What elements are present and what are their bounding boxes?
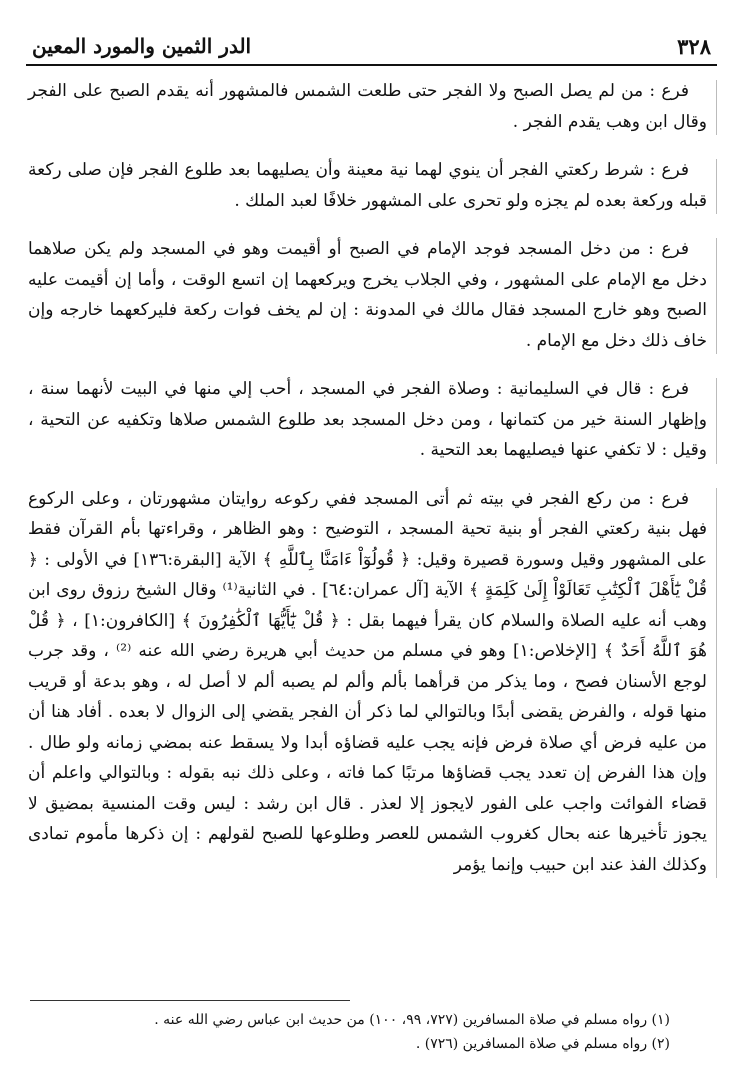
footnote-2: (٢) رواه مسلم في صلاة المسافرين (٧٢٦) . [415, 1036, 670, 1052]
paragraph-text: فرع : من دخل المسجد فوجد الإمام في الصبح أو أقيمت وهو في المسجد ولم يكن صلاهما دخل مع الإمام على المشهور ، وفي الجلاب يخرج ويركعهما إن اتسع الوقت ، وأما إن أقيمت عليه الصبح وهو خارج المسجد فقال مالك في المدونة : إن لم يخف فوات ركعة فليركعهما خارجه وإن خاف ذلك دخل مع الإمام . [28, 239, 707, 351]
page-body [28, 72, 717, 886]
paragraph-text: فرع : من لم يصل الصبح ولا الفجر حتى طلعت الشمس فالمشهور أنه يقدم الصبح على الفجر وقال ابن وهب يقدم الفجر . [28, 81, 707, 132]
page-number: ٣٢٨ [677, 34, 711, 59]
paragraph-4 [28, 370, 717, 472]
paragraph-3 [28, 230, 717, 362]
page-header [26, 30, 717, 66]
paragraph-5 [28, 480, 717, 887]
paragraph-2 [28, 151, 717, 222]
footnotes [30, 1008, 670, 1056]
paragraph-text: فرع : من ركع الفجر في بيته ثم أتى المسجد ففي ركوعه روايتان مشهورتان ، وعلى الركوع فهل بنية ركعتي الفجر أو بنية تحية المسجد ، التوضيح : وهو الظاهر ، وقراءتها بأم القرآن فقط على المشهور وقيل وسورة قصيرة وقيل: ﴿ قُولُوٓاْ ءَامَنَّا بِٱللَّهِ ﴾ الآية [البقرة:١٣٦] في الأولى : ﴿ قُلْ يَٰٓأَهْلَ ٱلْكِتَٰبِ تَعَالَوْاْ إِلَىٰ كَلِمَةٍ ﴾ الآية [آل عمران:٦٤] . في الثانية⁽¹⁾ وقال الشيخ رزوق روى ابن وهب أنه عليه الصلاة والسلام كان يقرأ فيهما بقل : ﴿ قُلْ يَٰٓأَيُّهَا ٱلْكَٰفِرُونَ ﴾ [الكافرون:١] ، ﴿ قُلْ هُوَ ٱللَّهُ أَحَدٌ ﴾ [الإخلاص:١] وهو في مسلم من حديث أبي هريرة رضي الله عنه ⁽²⁾ ، وقد جرب لوجع الأسنان فصح ، وما يذكر من قرأهما بألم وألم لم يصبه ألم لا أصل له ، وهو بدعة أو قريب منها قوله ، والفرض يقضى أبدًا وبالتوالي لما ذكر أن الفجر يقضي إلى الزوال لا بعده . أفاد هنا أن من عليه فرض أي صلاة فرض فإنه يجب عليه قضاؤه أبدا ولا يسقط عنه بمضي زمانه ولو طال . وإن هذا الفرض إن تعدد يجب قضاؤها مرتبًا كما فاته ، وعلى ذلك نبه بقوله : وبالتوالي واعلم أن قضاء الفوائت واجب على الفور لايجوز إلا لعذر . قال ابن رشد : ليس وقت المنسية بمضيق لا يجوز تأخيرها عنه بحال كغروب الشمس للعصر وطلوعها للصبح لقولهم : إن ذكرها مأموم تمادى وكذلك الفذ عند ابن حبيب وإنما يؤمر [28, 488, 707, 875]
paragraph-text: فرع : قال في السليمانية : وصلاة الفجر في المسجد ، أحب إلي منها في البيت لأنهما سنة ، وإظهار السنة خير من كتمانها ، ومن دخل المسجد بعد طلوع الشمس صلاها وتكفيه عن التحية ، وقيل : لا تكفي عنها فيصليهما بعد التحية . [28, 379, 707, 460]
paragraph-1 [28, 72, 717, 143]
book-title: الدر الثمين والمورد المعين [32, 34, 252, 58]
paragraph-text: فرع : شرط ركعتي الفجر أن ينوي لهما نية معينة وأن يصليهما بعد طلوع الفجر فإن صلى ركعة قبله وركعة بعده لم يجزه ولو تحرى على المشهور خلافًا لعبد الملك . [28, 160, 707, 211]
footnote-1: (١) رواه مسلم في صلاة المسافرين (٧٢٧، ٩٩، ١٠٠) من حديث ابن عباس رضي الله عنه . [154, 1012, 670, 1028]
footnote-divider [30, 1000, 350, 1001]
